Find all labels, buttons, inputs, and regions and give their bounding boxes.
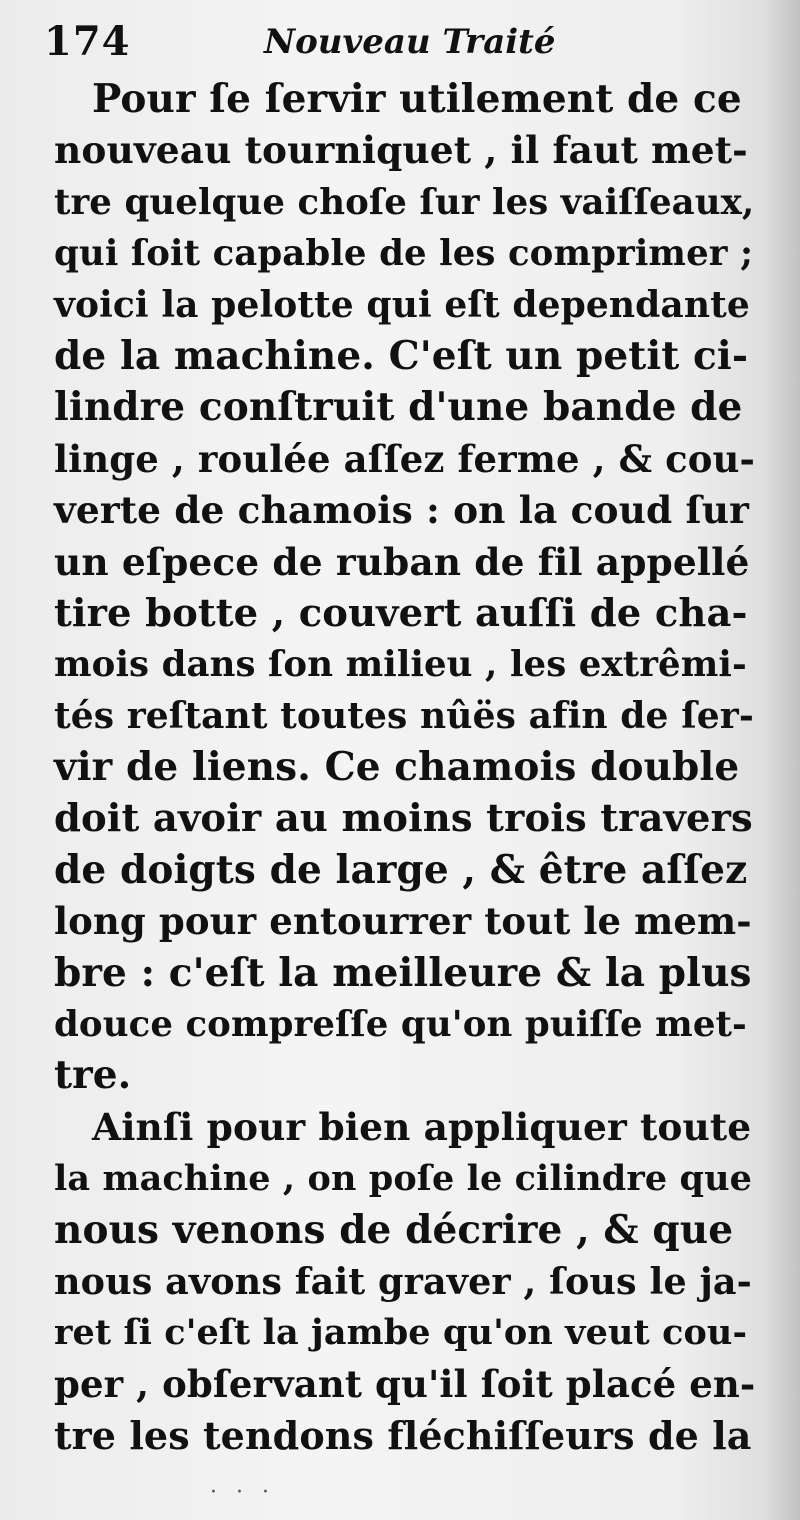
text-line: vir de liens. Ce chamois double — [54, 744, 740, 791]
page-edge-shadow — [764, 0, 800, 1520]
page-number: 174 — [44, 18, 131, 65]
text-line: douce compreſſe qu'on puiſſe met- — [54, 1004, 747, 1046]
text-line: nouveau tourniquet , il faut met- — [54, 128, 748, 173]
print-specks: · · · — [210, 1480, 275, 1505]
text-line: tre les tendons fléchiſſeurs de la — [54, 1413, 752, 1459]
text-line: verte de chamois : on la coud ſur — [54, 488, 749, 533]
text-line: un eſpece de ruban de fil appellé — [54, 539, 750, 584]
text-line: de doigts de large , & être aſſez — [54, 846, 748, 893]
text-line: per , obſervant qu'il ſoit placé en- — [54, 1361, 756, 1406]
text-line: Ainſi pour bien appliquer toute — [92, 1104, 752, 1149]
running-title: Nouveau Traité — [264, 22, 556, 62]
text-line: tre. — [54, 1052, 132, 1099]
text-line: tés reſtant toutes nûës afin de ſer- — [54, 694, 754, 737]
text-line: Pour ſe ſervir utilement de ce — [92, 76, 742, 122]
text-line: long pour entourrer tout le mem- — [54, 899, 752, 944]
text-line: voici la pelotte qui eſt dependante — [54, 283, 750, 326]
text-line: la machine , on poſe le cilindre que — [54, 1158, 753, 1200]
page-header — [44, 14, 756, 74]
text-line: doit avoir au moins trois travers — [54, 796, 753, 842]
text-line: linge , roulée aſſez ferme , & cou- — [54, 436, 755, 481]
body-text — [54, 74, 756, 1462]
text-line: ret ſi c'eſt la jambe qu'on veut cou- — [54, 1312, 748, 1354]
text-line: tire botte , couvert auſſi de cha- — [54, 590, 748, 636]
text-line: bre : c'eſt la meilleure & la plus — [54, 949, 752, 996]
text-line: qui ſoit capable de les comprimer ; — [54, 233, 754, 275]
text-line: lindre conſtruit d'une bande de — [54, 384, 743, 431]
text-line: tre quelque choſe ſur les vaiſſeaux, — [54, 181, 755, 223]
text-line: nous avons fait graver , ſous le ja- — [54, 1259, 752, 1303]
text-line: mois dans ſon milieu , les extrêmi- — [54, 644, 747, 686]
text-line: de la machine. C'eſt un petit ci- — [54, 332, 749, 379]
text-line: nous venons de décrire , & que — [54, 1206, 734, 1253]
